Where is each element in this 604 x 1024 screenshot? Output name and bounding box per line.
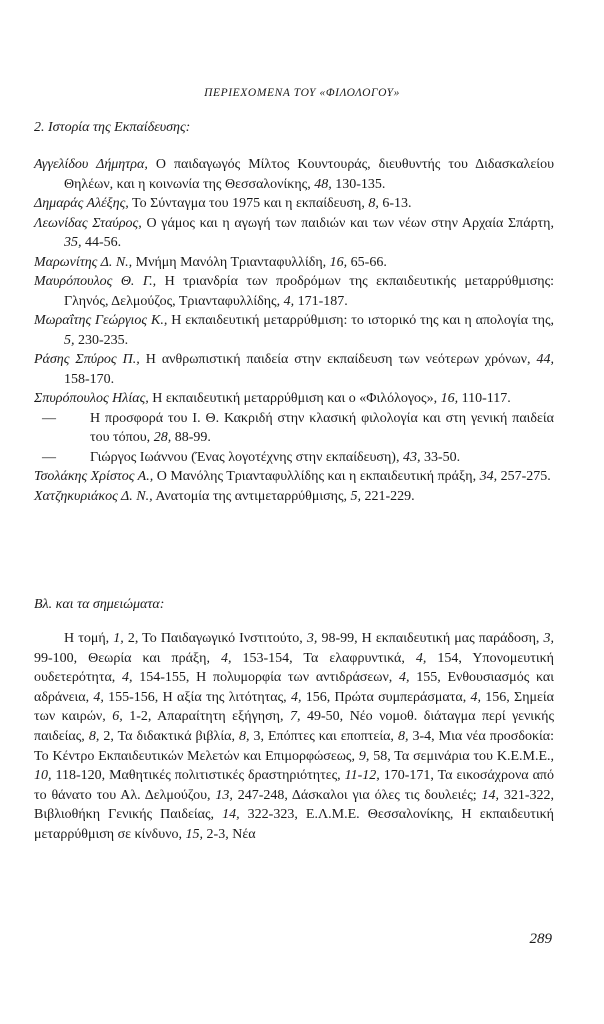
page-number: 289 — [529, 931, 552, 947]
entry-pages: 65-66. — [350, 254, 387, 270]
entry-title: Ο παιδαγωγός Μίλτος Κουντουράς, διευθυντής του Διδασκαλείου Θηλέων, και η κοινωνία της Θεσσαλονίκης, — [64, 157, 554, 192]
volume-ref: 9, — [358, 748, 370, 764]
entry-author: Τσολάκης Χρίστος Α., — [34, 469, 154, 484]
entry-title: Η τριανδρία των προδρόμων της εκπαιδευτικής μεταρρύθμισης: Γληνός, Δελμούζος, Τριανταφυλλίδης, — [64, 274, 555, 309]
entry — [34, 194, 554, 214]
volume-ref: 4, — [290, 689, 302, 705]
note-text: 118-120, Μαθητικές πολιτιστικές δραστηριότητες, — [51, 768, 345, 784]
volume-ref: 1, — [113, 631, 124, 646]
entry — [34, 409, 554, 448]
entry-volume: 44, — [536, 352, 555, 367]
see-also-title: Βλ. και τα σημειώματα: — [34, 597, 165, 612]
entry-pages: 6-13. — [382, 196, 412, 211]
entry — [34, 448, 554, 468]
entry-pages: 130-135. — [335, 176, 386, 192]
entry-volume: 5, — [64, 332, 75, 348]
entry-title: Ο Μανόλης Τριανταφυλλίδης και η εκπαιδευτική πράξη, — [156, 469, 477, 484]
entry-pages: 171-187. — [297, 293, 348, 309]
volume-ref: 3, — [306, 631, 318, 646]
volume-ref: 4, — [93, 689, 104, 705]
entry-volume: 35, — [64, 235, 82, 250]
note-text: 2, Τα διδακτικά βιβλία, — [99, 728, 239, 744]
entry-volume: 48, — [314, 176, 332, 192]
entry — [34, 487, 554, 507]
entry-volume: 16, — [440, 391, 459, 406]
entry — [34, 253, 554, 273]
entry-author: Δημαράς Αλέξης, — [34, 196, 129, 211]
volume-ref: 14, — [222, 807, 240, 823]
volume-ref: 14, — [481, 787, 499, 803]
note-text: 99-100, Θεωρία και πράξη, — [34, 650, 221, 666]
note-text: 1-2, Απαραίτητη εξήγηση, — [122, 709, 291, 725]
entry-pages: 33-50. — [423, 449, 461, 465]
entry — [34, 155, 554, 194]
entry-title: Ο γάμος και η αγωγή των παιδιών και των νέων στην Αρχαία Σπάρτη, — [146, 215, 555, 231]
running-header: ΠΕΡΙΕΧΟΜΕΝΑ ΤΟΥ «ΦΙΛΟΛΟΓΟΥ» — [204, 87, 400, 99]
entry-volume: 43, — [402, 449, 421, 465]
entry-volume: 4, — [283, 293, 295, 309]
volume-ref: 4, — [415, 650, 427, 666]
note-text: 58, Τα σεμινάρια του Κ.Ε.Μ.Ε., — [369, 748, 554, 764]
entry — [34, 311, 554, 350]
entry-volume: 8, — [368, 196, 379, 211]
note-text: 321-322, Βιβλιοθήκη Γενικής Παιδείας, — [34, 787, 554, 823]
entry-author: Χατζηκυριάκος Δ. Ν., — [34, 488, 153, 504]
entry-pages: 257-275. — [500, 469, 551, 484]
entry — [34, 389, 554, 409]
note-text: 156, Πρώτα συμπεράσματα, — [301, 689, 471, 705]
note-text: 49-50, Νέο νομοθ. διάταγμα περί γενικής παιδείας, — [34, 709, 554, 744]
entry-title: Η ανθρωπιστική παιδεία στην εκπαίδευση των νεότερων χρόνων, — [145, 352, 531, 367]
note-text: Η τομή, — [64, 631, 114, 646]
entry-volume: 34, — [479, 469, 498, 484]
note-text: 247-248, Δάσκαλοι για όλες τις δουλειές; — [232, 787, 482, 803]
note-text: 154, Υπονομευτική ουδετερότητα, — [34, 650, 554, 686]
volume-ref: 11-12, — [344, 768, 380, 784]
entry-author: Μαρωνίτης Δ. Ν., — [34, 254, 133, 270]
entry-volume: 5, — [350, 488, 362, 504]
volume-ref: 4, — [470, 689, 481, 705]
entry-title: Η εκπαιδευτική μεταρρύθμιση: το ιστορικό της και η απολογία της, — [171, 313, 554, 328]
section-title: 2. Ιστορία της Εκπαίδευσης: — [34, 120, 191, 135]
volume-ref: 3, — [543, 631, 554, 646]
note-text: 98-99, Η εκπαιδευτική μας παράδοση, — [317, 631, 544, 646]
entry-title: Μνήμη Μανόλη Τριανταφυλλίδη, — [135, 254, 327, 270]
entry — [34, 272, 554, 311]
volume-ref: 4, — [122, 670, 133, 686]
note-text: 2, Το Παιδαγωγικό Ινστιτούτο, — [123, 631, 307, 646]
entry — [34, 467, 554, 487]
note-text: 3, Επόπτες και εποπτεία, — [249, 728, 398, 744]
note-text: 2-3, Νέα — [203, 826, 256, 842]
entry-pages: 158-170. — [64, 371, 115, 387]
entry-author: Μαυρόπουλος Θ. Γ., — [34, 274, 157, 289]
entry-pages: 44-56. — [85, 235, 122, 250]
entry-volume: 16, — [329, 254, 348, 270]
volume-ref: 10, — [34, 768, 52, 784]
note-text: 156, Σημεία των καιρών, — [34, 689, 555, 725]
note-text: 153-154, Τα ελαφρυντικά, — [231, 650, 416, 666]
volume-ref: 4, — [221, 650, 232, 666]
entries-list — [34, 155, 554, 506]
volume-ref: 8, — [88, 728, 100, 744]
volume-ref: 13, — [215, 787, 233, 803]
entry-dash: — — [42, 449, 56, 465]
note-text: 3-4, Μια νέα προσδοκία: Το Κέντρο Εκπαιδευτικών Μελετών και Επιμορφώσεως, — [34, 728, 554, 764]
entry-author: Ράσης Σπύρος Π., — [34, 352, 140, 367]
entry-title: Η εκπαιδευτική μεταρρύθμιση και ο «Φιλόλογος», — [152, 391, 438, 406]
entry — [34, 214, 554, 253]
entry-pages: 110-117. — [461, 391, 511, 406]
notes-paragraph — [34, 629, 554, 845]
note-text: 154-155, Η πολυμορφία των αντιδράσεων, — [132, 670, 400, 686]
note-text: 322-323, Ε.Λ.Μ.Ε. Θεσσαλονίκης, Η εκπαιδευτική μεταρρύθμιση σε κίνδυνο, — [34, 807, 554, 842]
entry — [34, 350, 554, 389]
entry-title: Γιώργος Ιωάννου (Ένας λογοτέχνης στην εκπαίδευση), — [90, 449, 400, 465]
entry-author: Αγγελίδου Δήμητρα, — [34, 157, 148, 172]
entry-dash: — — [42, 410, 56, 426]
entry-author: Σπυρόπουλος Ηλίας, — [34, 391, 149, 406]
volume-ref: 15, — [185, 826, 204, 842]
entry-pages: 88-99. — [174, 430, 211, 445]
volume-ref: 8, — [397, 728, 409, 744]
entry-title: Το Σύνταγμα του 1975 και η εκπαίδευση, — [132, 196, 365, 211]
entry-pages: 230-235. — [78, 332, 129, 348]
entry-title: Η προσφορά του Ι. Θ. Κακριδή στην κλασική φιλολογία και στη γενική παιδεία του τόπου, — [90, 410, 554, 445]
volume-ref: 6, — [112, 709, 123, 725]
entry-author: Λεωνίδας Σταύρος, — [34, 215, 142, 231]
note-text: 155, Ενθουσιασμός και αδράνεια, — [34, 670, 554, 705]
entry-volume: 28, — [153, 430, 172, 445]
note-text: 155-156, Η αξία της λιτότητας, — [103, 689, 291, 705]
volume-ref: 8, — [238, 728, 250, 744]
volume-ref: 4, — [399, 670, 410, 686]
entry-title: Ανατομία της αντιμεταρρύθμισης, — [155, 488, 348, 504]
entry-pages: 221-229. — [364, 488, 415, 504]
entry-author: Μωραΐτης Γεώργιος Κ., — [34, 313, 168, 328]
note-text: 170-171, Τα εικοσάχρονα από το θάνατο του Αλ. Δελμούζου, — [34, 768, 554, 803]
volume-ref: 7, — [290, 709, 301, 725]
